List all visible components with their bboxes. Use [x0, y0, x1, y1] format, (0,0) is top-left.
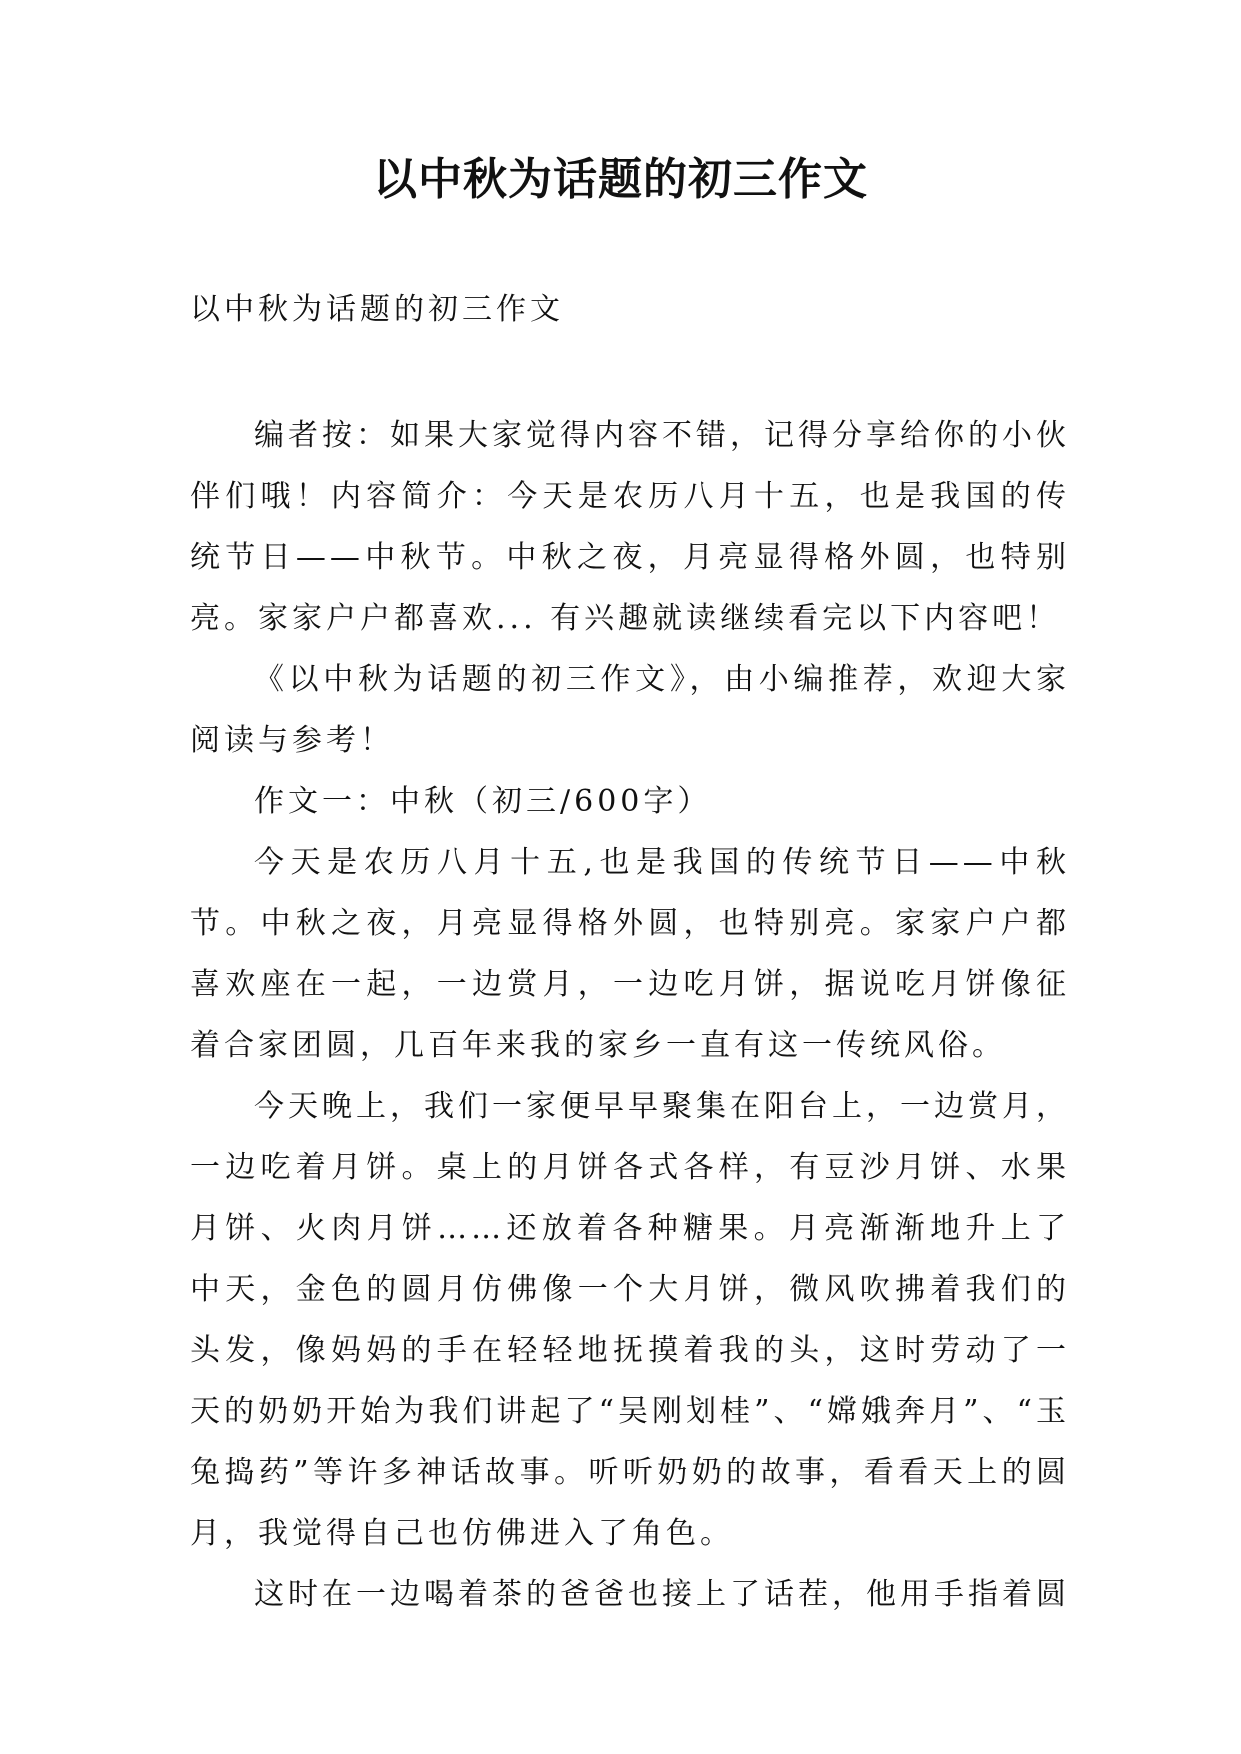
body-paragraph: 这时在一边喝着茶的爸爸也接上了话茬，他用手指着圆 — [254, 1577, 1070, 1612]
document-subtitle: 以中秋为话题的初三作文 — [190, 292, 564, 327]
body-paragraph: 今天是农历八月十五,也是我国的传统节日——中秋节。中秋之夜，月亮显得格外圆，也特别亮。家家户户都喜欢座在一起，一边赏月，一边吃月饼，据说吃月饼像征着合家团圆，几百年来我的家乡一直有这一传统风俗。 — [190, 845, 1070, 1063]
document-title: 以中秋为话题的初三作文 — [373, 154, 868, 205]
editor-note-paragraph: 编者按：如果大家觉得内容不错，记得分享给你的小伙伴们哦！内容简介：今天是农历八月十五，也是我国的传统节日——中秋节。中秋之夜，月亮显得格外圆，也特别亮。家家户户都喜欢... 有兴趣就读继续看完以下内容吧！ — [190, 418, 1070, 636]
recommendation-paragraph: 《以中秋为话题的初三作文》，由小编推荐，欢迎大家阅读与参考！ — [190, 662, 1070, 758]
essay-heading: 作文一：中秋（初三/600字） — [254, 784, 712, 819]
body-paragraph: 今天晚上，我们一家便早早聚集在阳台上，一边赏月，一边吃着月饼。桌上的月饼各式各样，有豆沙月饼、水果月饼、火肉月饼……还放着各种糖果。月亮渐渐地升上了中天，金色的圆月仿佛像一个大月饼，微风吹拂着我们的头发，像妈妈的手在轻轻地抚摸着我的头，这时劳动了一天的奶奶开始为我们讲起了“吴刚划桂”、“嫦娥奔月”、“玉兔捣药”等许多神话故事。听听奶奶的故事，看看天上的圆月，我觉得自己也仿佛进入了角色。 — [190, 1089, 1070, 1551]
document-body — [190, 405, 1070, 1625]
